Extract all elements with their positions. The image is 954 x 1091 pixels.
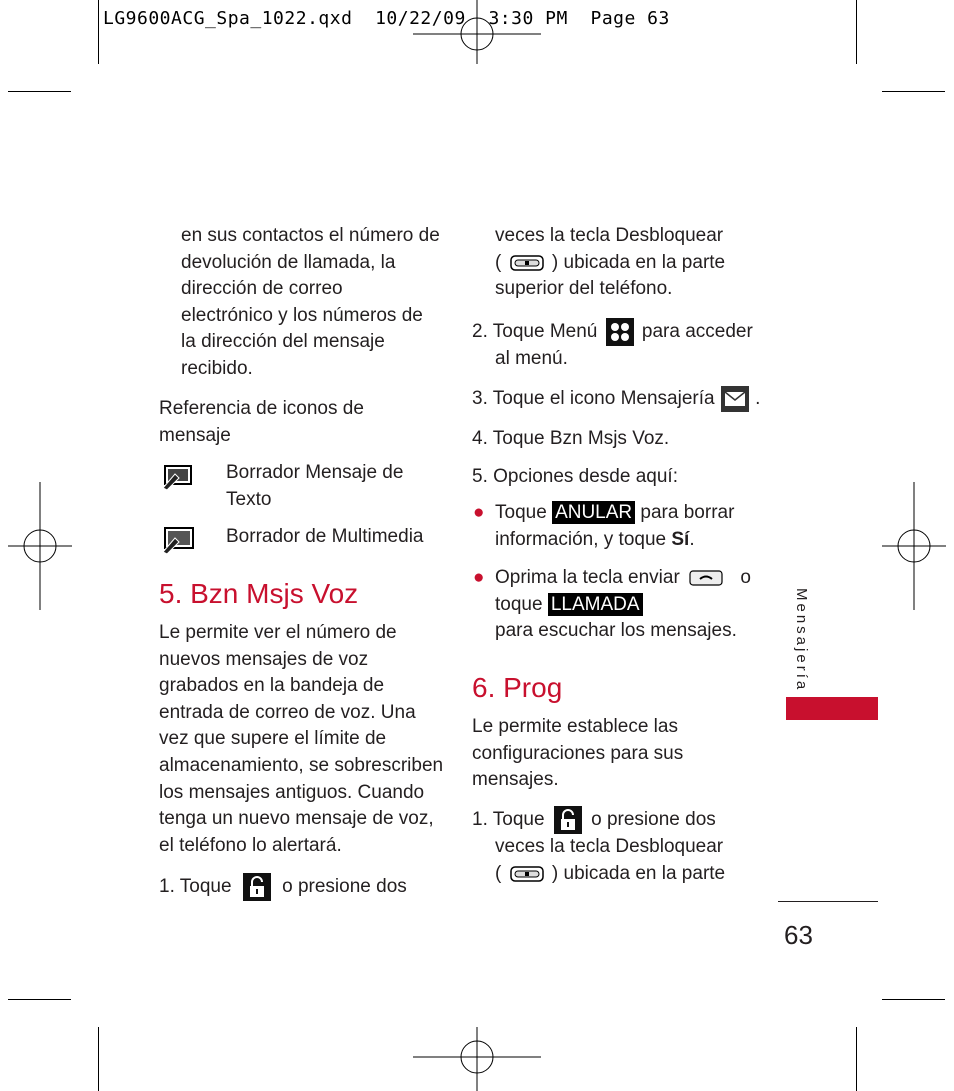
text-line: [472, 318, 762, 346]
text: 2. Toque Menú: [472, 321, 598, 343]
text-line: [495, 250, 765, 277]
unlock-key-icon: [510, 866, 544, 882]
cancel-key-label: ANULAR: [552, 501, 635, 524]
text-line: devolución de llamada, la: [181, 251, 396, 273]
text-line: los mensajes antiguos. Cuando: [159, 781, 425, 803]
paren: (: [495, 862, 502, 884]
registration-mark-left: [8, 482, 72, 610]
text-line: entrada de correo de voz. Una: [159, 701, 416, 723]
icon-reference-title: [159, 396, 419, 449]
section-tab-marker: [786, 697, 878, 720]
section-6-body: [472, 714, 762, 794]
text-line: superior del teléfono.: [495, 278, 673, 300]
text: .: [689, 528, 695, 550]
menu-icon: [606, 318, 634, 346]
bullet-1: [473, 500, 765, 553]
text: .: [663, 428, 670, 449]
registration-mark-top: [413, 0, 541, 64]
text: para borrar: [640, 502, 735, 523]
registration-mark-right: [882, 482, 946, 610]
step-text: o presione dos: [282, 876, 407, 898]
text-line: veces la tecla Desbloquear: [495, 836, 724, 857]
text-line: Referencia de iconos de: [159, 398, 364, 419]
text-line: vez que supere el límite de: [159, 728, 387, 750]
draft-message-icon: [161, 460, 195, 490]
bullet-2: [473, 565, 765, 645]
lock-icon: [243, 873, 271, 901]
text-line: [495, 500, 765, 527]
registration-mark-bottom: [413, 1027, 541, 1091]
text: 1. Toque: [472, 809, 545, 831]
text-line: 5. Opciones desde aquí:: [472, 466, 678, 487]
step-5: [472, 464, 678, 491]
crop-mark: [856, 1027, 857, 1091]
text-line: Borrador Mensaje de: [226, 462, 404, 483]
text: 3. Toque el icono Mensajería: [472, 388, 715, 410]
text-line: grabados en la bandeja de: [159, 675, 385, 697]
unlock-key-icon: [510, 255, 544, 271]
crop-mark: [8, 999, 71, 1000]
lock-icon: [554, 806, 582, 834]
text-line: tenga un nuevo mensaje de voz,: [159, 808, 434, 830]
continued-text: [495, 223, 765, 303]
text-line: Texto: [226, 488, 272, 510]
step-3: [472, 386, 760, 413]
text: para acceder: [641, 321, 753, 343]
text-line: Borrador de Multimedia: [226, 526, 424, 547]
text-line: configuraciones para sus: [472, 742, 684, 764]
text: Oprima la tecla enviar: [495, 567, 680, 588]
bullet-dot: ●: [473, 567, 485, 588]
text-line: veces la tecla Desbloquear: [495, 225, 724, 246]
text: o: [740, 567, 751, 588]
text-line: [472, 806, 762, 834]
crop-mark: [856, 0, 857, 64]
section-side-label: Mensajería: [793, 588, 810, 693]
step-text: 1. Toque: [159, 876, 232, 898]
crop-mark: [882, 91, 945, 92]
page-number-rule: [778, 901, 878, 902]
page-number: 63: [784, 920, 813, 950]
crop-mark: [8, 91, 71, 92]
text: ) ubicada en la parte: [551, 862, 726, 884]
text: 4. Toque: [472, 428, 545, 449]
text-line: electrónico y los números de: [181, 304, 423, 326]
text-line: [495, 565, 765, 592]
section-6-step-1: [472, 806, 762, 887]
text-line: [472, 861, 762, 888]
text-line: [495, 527, 765, 554]
text-line: Le permite ver el número de: [159, 622, 397, 643]
text: información, y toque: [495, 528, 667, 550]
step-2: [472, 318, 762, 373]
call-key-label: LLAMADA: [548, 593, 643, 616]
text: ) ubicada en la parte: [551, 251, 726, 273]
text-line: en sus contactos el número de: [181, 225, 440, 246]
text-line: la dirección del mensaje: [181, 331, 385, 353]
text-line: para escuchar los mensajes.: [495, 620, 737, 642]
text: toque: [495, 593, 543, 615]
crop-mark: [98, 1027, 99, 1091]
print-slug: LG9600ACG_Spa_1022.qxd 10/22/09 3:30 PM Page 63: [103, 8, 670, 29]
text-line: recibido.: [181, 357, 253, 379]
step-1-left: [159, 873, 407, 901]
messaging-icon: [721, 386, 749, 412]
text: o presione dos: [591, 809, 716, 831]
text-line: dirección de correo: [181, 278, 343, 300]
text: Toque: [495, 502, 547, 523]
intro-paragraph: [181, 223, 451, 383]
section-6-heading: 6. Prog: [472, 672, 563, 703]
crop-mark: [98, 0, 99, 64]
section-5-heading: 5. Bzn Msjs Voz: [159, 578, 359, 609]
text-line: mensaje: [159, 424, 231, 446]
bullet-dot: ●: [473, 502, 485, 523]
send-key-icon: [689, 570, 723, 586]
paren: (: [495, 251, 502, 273]
section-5-body: [159, 620, 449, 859]
icon-item-label: [226, 460, 446, 513]
menu-option-name: Bzn Msjs Voz: [549, 428, 664, 449]
icon-item-label: [226, 524, 446, 551]
text: .: [755, 388, 761, 410]
text-bold: Sí: [671, 528, 690, 550]
text-line: [495, 592, 765, 619]
draft-multimedia-icon: [161, 524, 195, 554]
text-line: almacenamiento, se sobrescriben: [159, 754, 444, 776]
step-4: [472, 426, 669, 453]
crop-mark: [882, 999, 945, 1000]
text-line: el teléfono lo alertará.: [159, 834, 342, 856]
text-line: al menú.: [495, 348, 568, 369]
text-line: mensajes.: [472, 769, 559, 791]
text-line: nuevos mensajes de voz: [159, 648, 369, 670]
text-line: Le permite establece las: [472, 716, 678, 737]
